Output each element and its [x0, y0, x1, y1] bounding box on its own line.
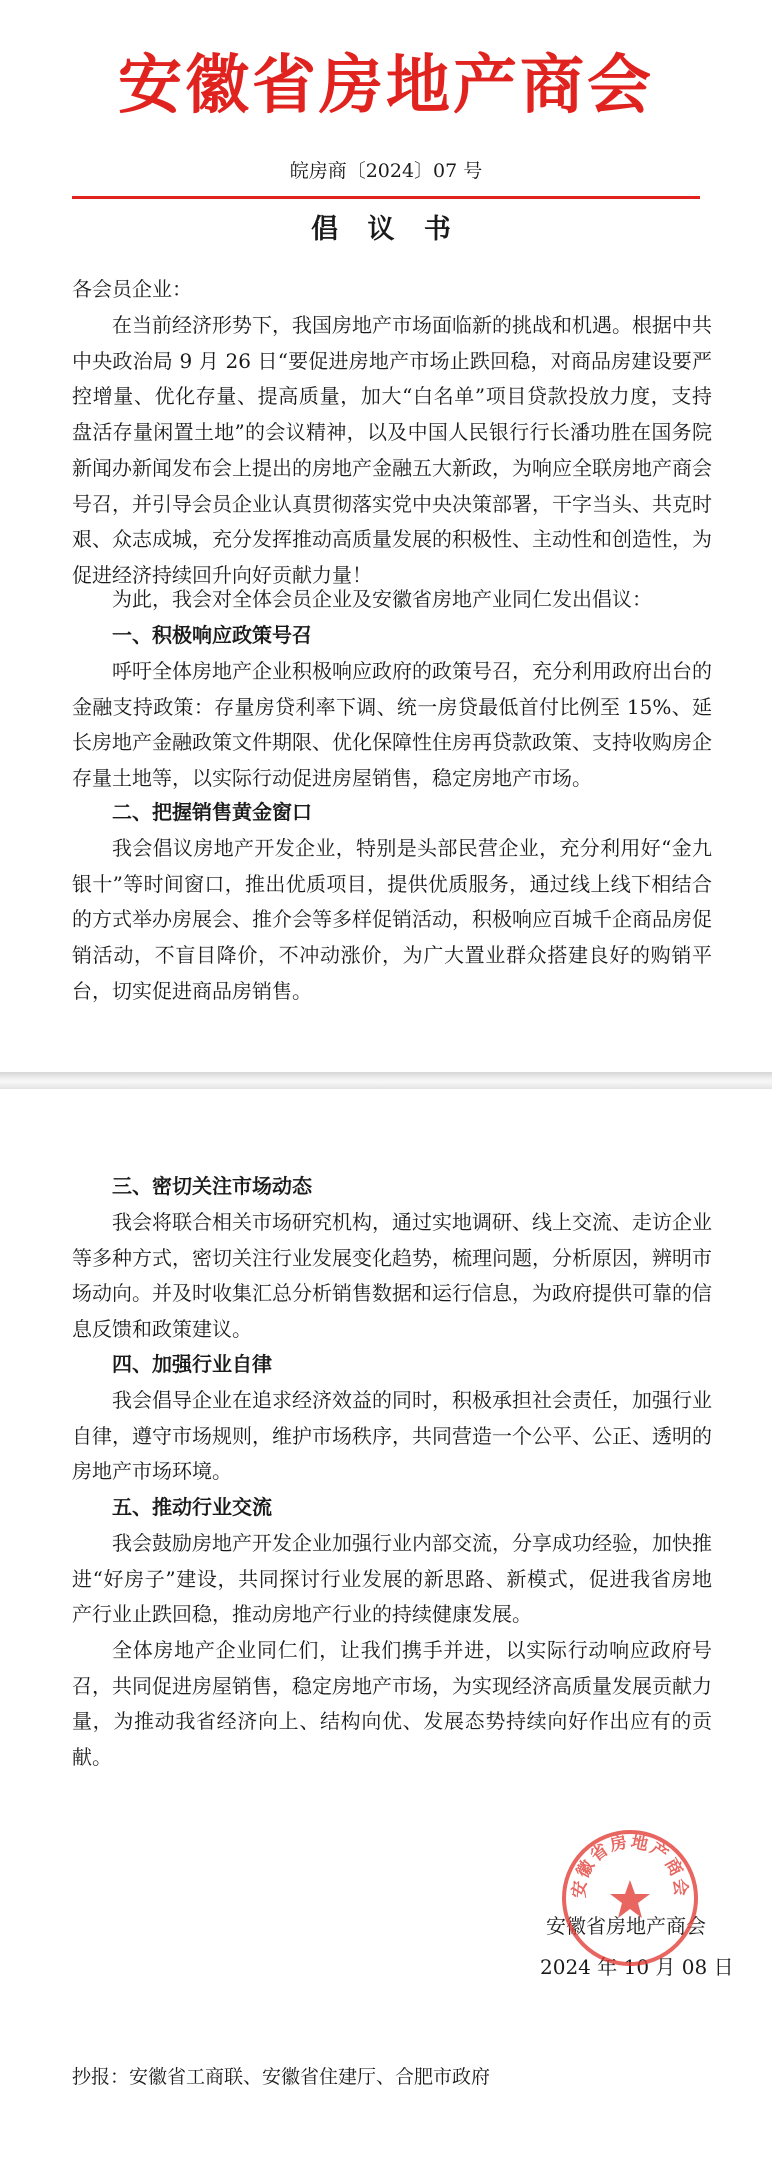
- intro-paragraph-1: 在当前经济形势下，我国房地产市场面临新的挑战和机遇。根据中共中央政治局 9 月 26 日“要促进房地产市场止跌回稳，对商品房建设要严控增量、优化存量、提高质量，加大“白名单”项目贷款投放力度，支持盘活存量闲置土地”的会议精神，以及中国人民银行行长潘功胜在国务院新闻办新闻发布会上提出的房地产金融五大新政，为响应全联房地产商会号召，并引导会员企业认真贯彻落实党中央决策部署，干字当头、共克时艰、众志成城，充分发挥推动高质量发展的积极性、主动性和创造性，为促进经济持续回升向好贡献力量！: [72, 313, 712, 587]
- section-5-heading: 五、推动行业交流: [112, 1495, 272, 1519]
- red-divider: [72, 196, 700, 199]
- section-4-text: 我会倡导企业在追求经济效益的同时，积极承担社会责任，加强行业自律，遵守市场规则，维护市场秩序，共同营造一个公平、公正、透明的房地产市场环境。: [72, 1388, 712, 1484]
- section-1-text: 呼吁全体房地产企业积极响应政府的政策号召，充分利用政府出台的金融支持政策：存量房贷利率下调、统一房贷最低首付比例至 15%、延长房地产金融政策文件期限、优化保障性住房再贷款政策、支持收购房企存量土地等，以实际行动促进房屋销售，稳定房地产市场。: [72, 659, 712, 791]
- page-separator: [0, 1072, 772, 1089]
- cc-line: 抄报：安徽省工商联、安徽省住建厅、合肥市政府: [72, 2066, 491, 2088]
- signature-date: 2024 年 10 月 08 日: [540, 1955, 734, 1979]
- closing-paragraph: 全体房地产企业同仁们，让我们携手并进，以实际行动响应政府号召，共同促进房屋销售，稳定房地产市场，为实现经济高质量发展贡献力量，为推动我省经济向上、结构向优、发展态势持续向好作出应有的贡献。: [72, 1638, 712, 1770]
- section-5-text: 我会鼓励房地产开发企业加强行业内部交流，分享成功经验，加快推进“好房子”建设，共同探讨行业发展的新思路、新模式，促进我省房地产行业止跌回稳，推动房地产行业的持续健康发展。: [72, 1531, 712, 1627]
- section-4-heading: 四、加强行业自律: [112, 1352, 272, 1376]
- intro-paragraph-2: 为此，我会对全体会员企业及安徽省房地产业同仁发出倡议：: [112, 587, 652, 611]
- section-3-heading: 三、密切关注市场动态: [112, 1174, 312, 1198]
- section-3-text: 我会将联合相关市场研究机构，通过实地调研、线上交流、走访企业等多种方式，密切关注行业发展变化趋势，梳理问题，分析原因，辨明市场动向。并及时收集汇总分析销售数据和运行信息，为政府提供可靠的信息反馈和政策建议。: [72, 1210, 712, 1342]
- document-title: 倡 议 书: [311, 214, 461, 245]
- section-2-heading: 二、把握销售黄金窗口: [112, 800, 312, 824]
- seal-text: 安徽省房地产商会: [569, 1832, 691, 1899]
- org-title: 安徽省房地产商会: [118, 49, 654, 123]
- official-seal-icon: [560, 1828, 700, 1968]
- section-2-text: 我会倡议房地产开发企业，特别是头部民营企业，充分利用好“金九银十”等时间窗口，推出优质项目，提供优质服务，通过线上线下相结合的方式举办房展会、推介会等多样促销活动，积极响应百城千企商品房促销活动，不盲目降价，不冲动涨价，为广大置业群众搭建良好的购销平台，切实促进商品房销售。: [72, 836, 712, 1003]
- document-page-1: [0, 0, 772, 1072]
- signature-org: 安徽省房地产商会: [546, 1914, 706, 1938]
- document-number: 皖房商〔2024〕07 号: [289, 160, 483, 182]
- salutation: 各会员企业：: [72, 277, 192, 301]
- section-1-heading: 一、积极响应政策号召: [112, 623, 312, 647]
